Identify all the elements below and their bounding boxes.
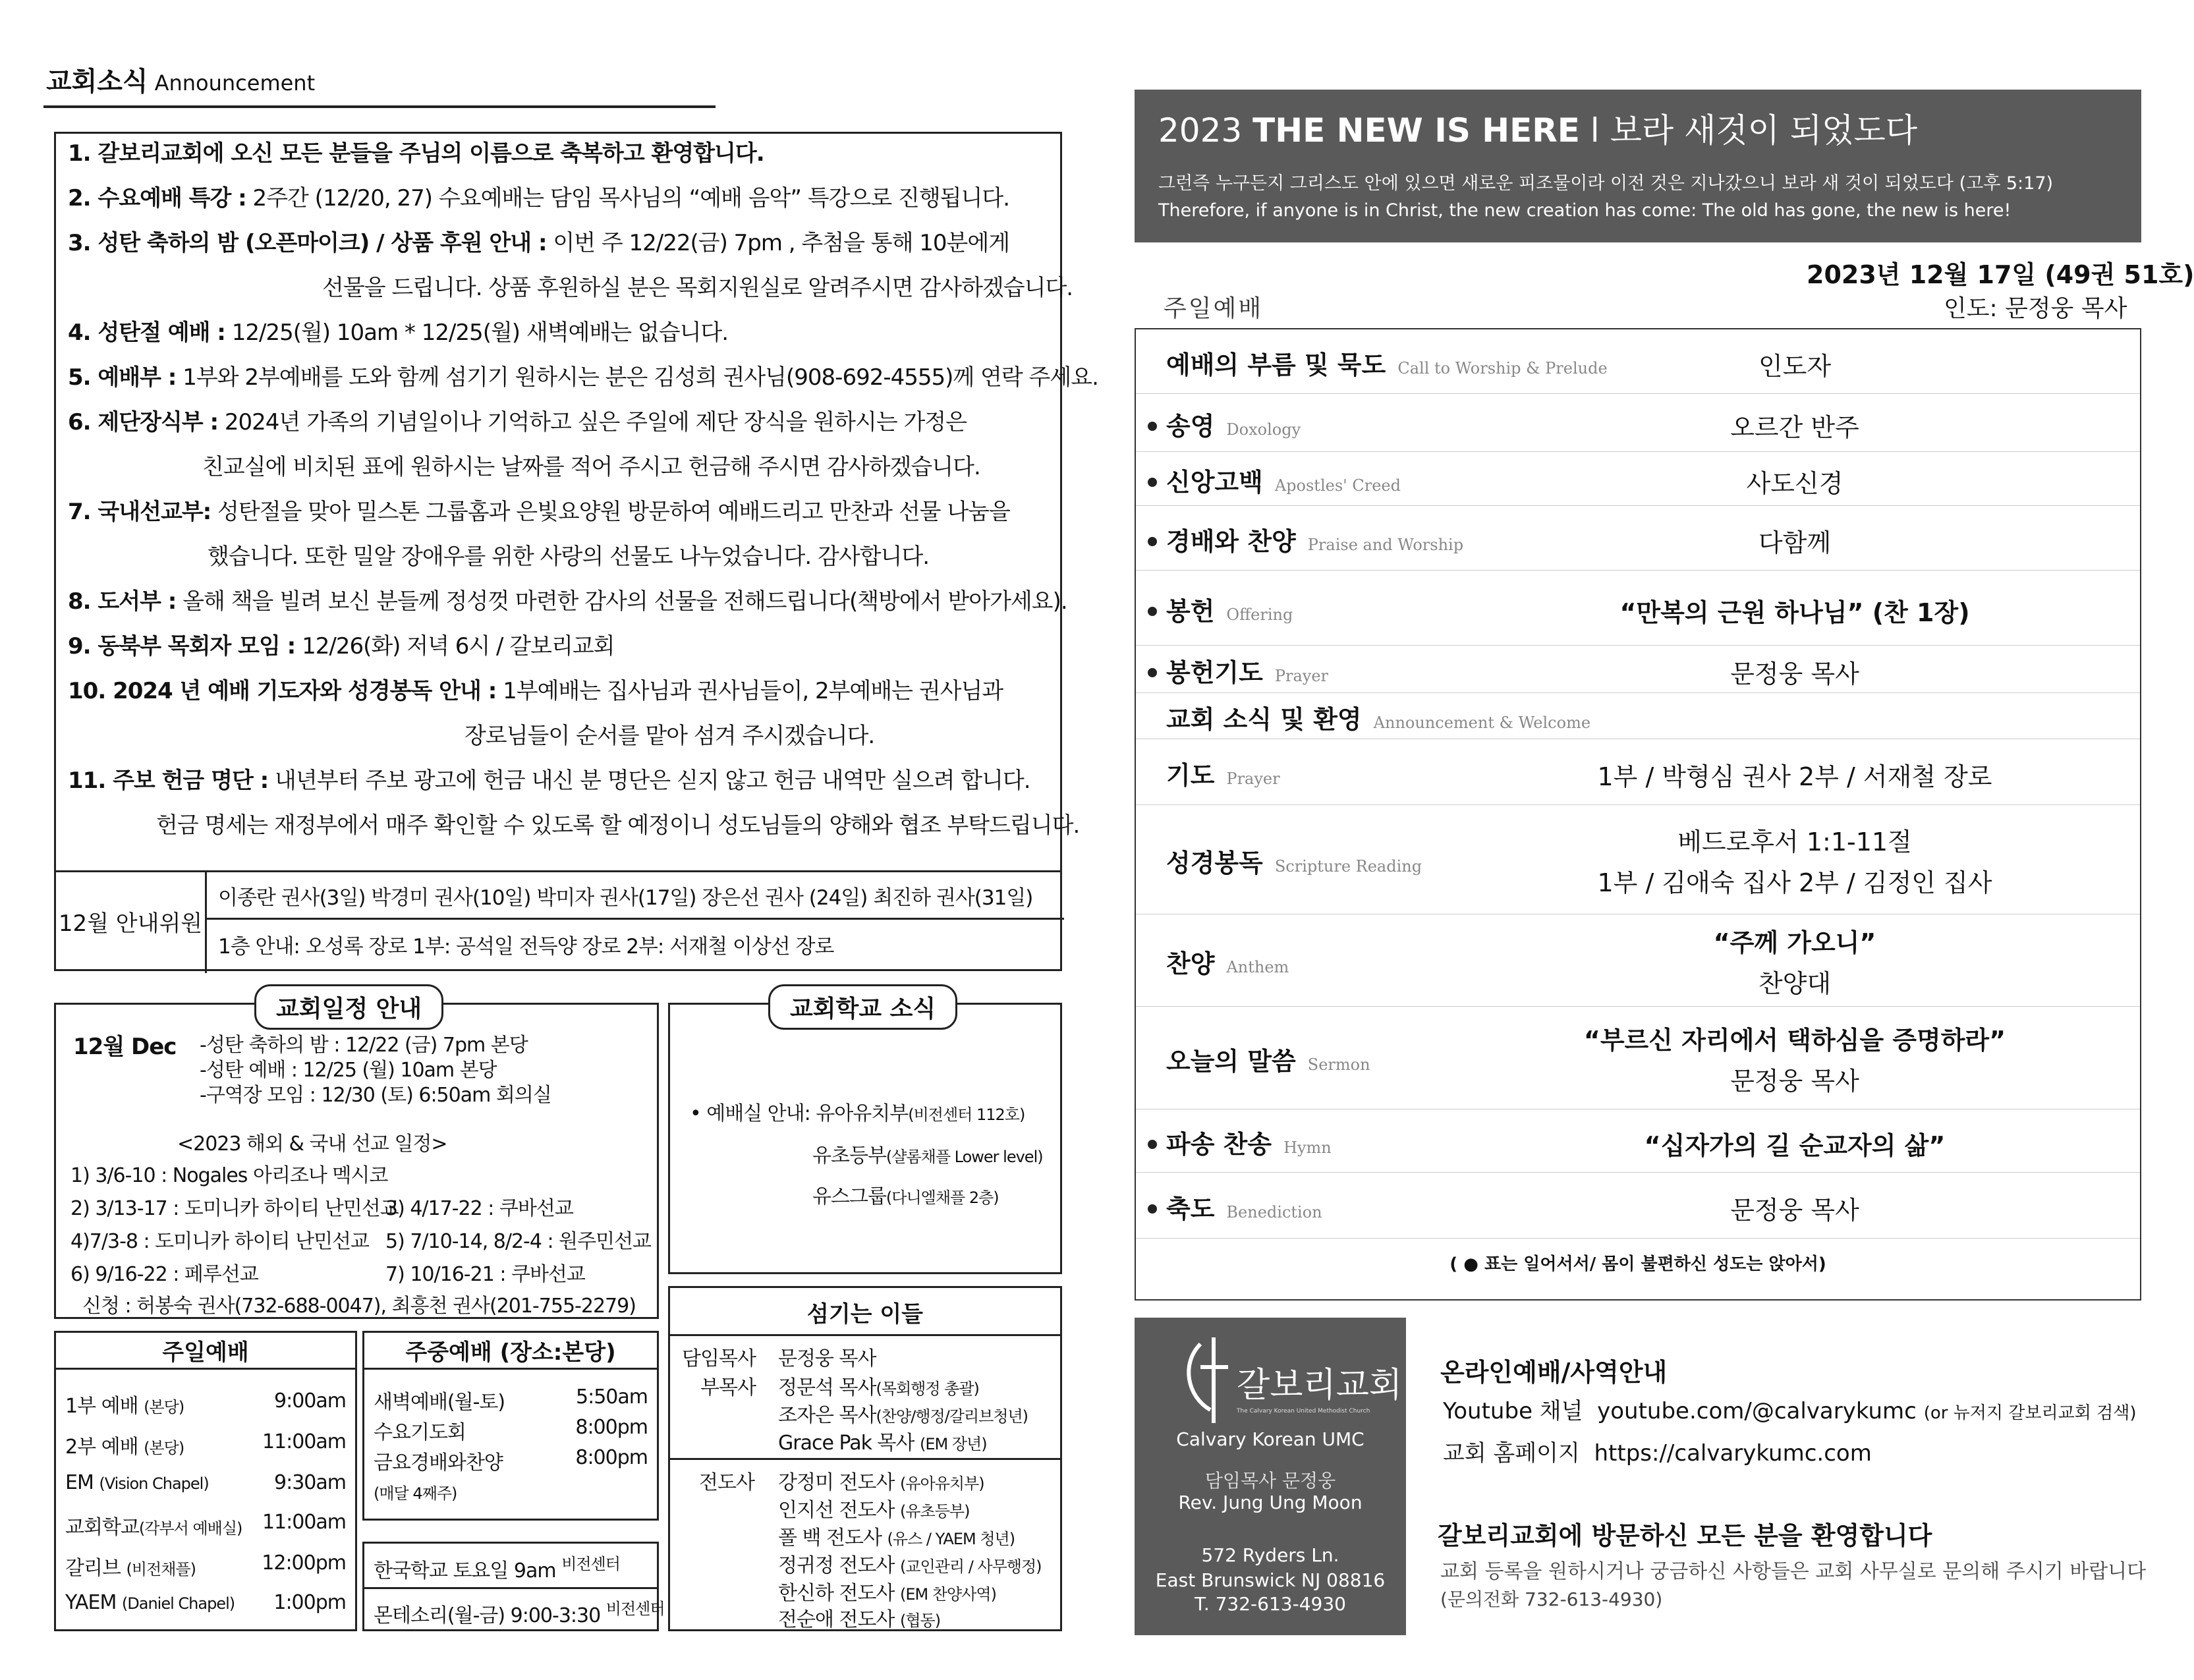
server-name: 전순애 전도사 (협동) (778, 1608, 941, 1631)
server-name: 정귀정 전도사 (교인관리 / 사무행정) (778, 1554, 1042, 1577)
standing-bullet-icon (1148, 607, 1157, 616)
order-item (1136, 755, 1280, 791)
church-name-en: Calvary Korean UMC (1176, 1428, 1364, 1450)
church-logo-icon (1174, 1331, 1403, 1430)
announcement-heading-en: Announcement (154, 70, 316, 96)
ushers-label: 12월 안내위원 (58, 910, 203, 937)
server-role: 담임목사 (682, 1347, 756, 1370)
server-role: 부목사 (700, 1376, 756, 1399)
senior-pastor-en: Rev. Jung Ung Moon (1178, 1492, 1363, 1513)
announcement-item: 5. 예배부 : 1부와 2부예배를 도와 함께 섬기기 원하시는 분은 김성희 권사님(908-692-4555)께 연락 주세요. (68, 364, 1098, 391)
announcement-item: 6. 제단장식부 : 2024년 가족의 기념일이나 기억하고 싶은 주일에 제단 장식을 원하시는 가정은 (68, 409, 967, 435)
servers-title: 섬기는 이들 (806, 1301, 924, 1328)
order-item-ko: 오늘의 말씀 (1166, 1047, 1296, 1076)
table-row: YAEM (Daniel Chapel) 1:00pm (65, 1591, 346, 1614)
standing-bullet-icon (1148, 422, 1157, 431)
order-item-detail: 사도신경 (1746, 469, 1843, 498)
standing-bullet-icon (1148, 537, 1157, 546)
youtube-note: (or 뉴저지 갈보리교회 검색) (1923, 1403, 2137, 1423)
mission-item: 1) 3/6-10 : Nogales 아리조나 멕시코 (70, 1164, 388, 1187)
order-item-ko: 예배의 부름 및 묵도 (1166, 350, 1386, 379)
announcement-heading-ko: 교회소식 (46, 67, 148, 97)
banner-verse-en: Therefore, if anyone is in Christ, the new creation has come: The old has gone, the new is here! (1158, 200, 2011, 221)
schedule-event: -구역장 모임 : 12/30 (토) 6:50am 회의실 (200, 1084, 551, 1107)
order-item-detail-2: 문정웅 목사 (1730, 1067, 1859, 1096)
order-item-en: Announcement & Welcome (1373, 714, 1591, 732)
edu-line: • 예배실 안내: 유아유치부(비전센터 112호) (690, 1102, 1025, 1125)
mission-item: 4)7/3-8 : 도미니카 하이티 난민선교 (70, 1230, 370, 1253)
order-item-en: Praise and Worship (1307, 536, 1464, 554)
mission-item: 2) 3/13-17 : 도미니카 하이티 난민선교 (70, 1197, 399, 1220)
table-row: 금요경배와찬양 8:00pm (374, 1446, 648, 1474)
mission-item: 5) 7/10-14, 8/2-4 : 원주민선교 (385, 1230, 652, 1253)
order-item-en: Anthem (1226, 958, 1289, 976)
sunday-worship-table (54, 1331, 357, 1631)
divider (205, 870, 207, 973)
servers-table (668, 1286, 1062, 1631)
schedule-title: 교회일정 안내 (254, 984, 443, 1030)
senior-pastor-ko: 담임목사 문정웅 (1204, 1470, 1336, 1492)
order-item (1136, 943, 1289, 980)
order-item (1136, 462, 1401, 498)
order-row (1136, 739, 2140, 805)
order-row (1136, 805, 2140, 914)
server-name: 인지선 전도사 (유초등부) (778, 1499, 970, 1522)
weekday-worship-title: 주중예배 (장소:본당) (364, 1333, 657, 1370)
order-row (1136, 1007, 2140, 1109)
order-item-detail-2: 1부 / 김애숙 집사 2부 / 김정인 집사 (1597, 868, 1992, 897)
edu-line: 유스그룹(다니엘채플 2층) (812, 1185, 999, 1208)
divider (206, 918, 1064, 920)
order-item-ko: 봉헌기도 (1166, 658, 1263, 687)
server-name: 정문석 목사(목회행정 총괄) (778, 1376, 979, 1399)
mission-title: <2023 해외 & 국내 선교 일정> (177, 1133, 447, 1156)
order-of-worship (1135, 328, 2141, 1301)
table-row-note: (매달 4째주) (374, 1484, 457, 1503)
server-name: Grace Pak 목사 (EM 장년) (778, 1432, 987, 1455)
announcement-item: 8. 도서부 : 올해 책을 빌려 보신 분들께 정성껏 마련한 감사의 선물을 전해드립니다(책방에서 받아가세요). (68, 588, 1067, 615)
server-name: 조자은 목사(찬양/행정/갈리브청년) (778, 1404, 1028, 1427)
order-item-en: Doxology (1226, 420, 1301, 439)
order-item (1136, 1124, 1332, 1160)
announcement-item: 2. 수요예배 특강 : 2주간 (12/20, 27) 수요예배는 담임 목사님의 “예배 음악” 특강으로 진행됩니다. (68, 185, 1010, 211)
order-item-ko: 봉헌 (1166, 597, 1215, 626)
table-row: 수요기도회 8:00pm (374, 1416, 648, 1444)
address-line2: East Brunswick NJ 08816 (1155, 1569, 1386, 1591)
welcome-title: 갈보리교회에 방문하신 모든 분을 환영합니다 (1438, 1521, 1932, 1550)
heading-underline (43, 105, 716, 108)
order-row (1136, 329, 2140, 394)
table-row: 갈리브 (비전채플) 12:00pm (65, 1552, 346, 1580)
order-row (1136, 1109, 2140, 1173)
order-item (1136, 843, 1422, 879)
phone-number: T. 732-613-4930 (1195, 1593, 1346, 1615)
theme-banner (1135, 90, 2141, 242)
order-item-ko: 기도 (1166, 761, 1215, 790)
server-name: 한신하 전도사 (EM 찬양사역) (778, 1582, 996, 1605)
ushers-row: 이종란 권사(3일) 박경미 권사(10일) 박미자 권사(17일) 장은선 권사 (24일) 최진하 권사(31일) (218, 886, 1033, 910)
church-card (1135, 1318, 1406, 1635)
divider (364, 1587, 657, 1589)
order-item-en: Benediction (1226, 1203, 1322, 1221)
banner-title: 2023 THE NEW IS HERE l 보라 새것이 되었도다 (1158, 111, 1918, 150)
server-name: 폴 백 전도사 (유스 / YAEM 청년) (778, 1526, 1015, 1550)
announcement-item-cont: 선물을 드립니다. 상품 후원하실 분은 목회지원실로 알려주시면 감사하겠습니다. (322, 275, 1073, 301)
standing-bullet-icon (1148, 1204, 1157, 1214)
logo-text: 갈보리교회 (1237, 1366, 1403, 1405)
order-item-ko: 교회 소식 및 환영 (1166, 705, 1362, 734)
order-item-en: Sermon (1307, 1055, 1370, 1074)
order-item-ko: 송영 (1166, 412, 1215, 441)
ushers-row: 1층 안내: 오성록 장로 1부: 공석일 전득양 장로 2부: 서재철 이상선 장로 (218, 935, 834, 959)
order-row (1136, 571, 2140, 646)
order-item-detail: “주께 가오니” (1713, 928, 1876, 957)
welcome-text: 교회 등록을 원하시거나 궁금하신 사항들은 교회 사무실로 문의해 주시기 바랍니다 (1440, 1560, 2147, 1583)
announcement-item: 11. 주보 헌금 명단 : 내년부터 주보 광고에 헌금 내신 분 명단은 싣지 않고 헌금 내역만 실으려 합니다. (68, 768, 1030, 794)
youtube-link[interactable]: youtube.com/@calvarykumc (1597, 1398, 1917, 1424)
order-item-ko: 경배와 찬양 (1166, 527, 1296, 556)
mission-item: 3) 4/17-22 : 쿠바선교 (385, 1197, 573, 1220)
homepage-line (1443, 1435, 1872, 1467)
table-row: 1부 예배 (본당) 9:00am (65, 1389, 346, 1418)
order-item-detail: “십자가의 길 순교자의 삶” (1644, 1131, 1946, 1160)
online-title: 온라인예배/사역안내 (1440, 1358, 1668, 1387)
order-item (1136, 591, 1293, 627)
bulletin-date: 2023년 12월 17일 (49권 51호) (1807, 260, 2194, 289)
order-item-detail: “만복의 근원 하나님” (찬 1장) (1619, 598, 1970, 627)
address-line1: 572 Ryders Ln. (1201, 1544, 1339, 1566)
order-footnote: ( ● 표는 일어서서/ 몸이 불편하신 성도는 앉아서) (1449, 1254, 1826, 1274)
table-row: 한국학교 토요일 9am 비전센터 (374, 1555, 620, 1582)
standing-bullet-icon (1148, 668, 1157, 677)
order-item-ko: 찬양 (1166, 949, 1215, 978)
order-item (1136, 406, 1301, 442)
banner-verse-ko: 그런즉 누구든지 그리스도 안에 있으면 새로운 피조물이라 이전 것은 지나갔으니 보라 새 것이 되었도다 (고후 5:17) (1158, 173, 2054, 194)
order-item-detail: 문정웅 목사 (1730, 1196, 1859, 1225)
order-item-en: Call to Worship & Prelude (1397, 359, 1608, 378)
order-item-detail: 문정웅 목사 (1730, 659, 1859, 688)
homepage-label: 교회 홈페이지 (1443, 1440, 1580, 1467)
order-item-detail: 다함께 (1758, 528, 1832, 557)
divider (670, 1458, 1060, 1460)
announcement-item: 7. 국내선교부: 성탄절을 맞아 밀스톤 그룹홈과 은빛요양원 방문하여 예배드리고 만찬과 선물 나눔을 (68, 499, 1010, 525)
order-row (1136, 1173, 2140, 1239)
announcement-item: 3. 성탄 축하의 밤 (오픈마이크) / 상품 후원 안내 : 이번 주 12/22(금) 7pm , 추첨을 통해 10분에게 (68, 230, 1010, 256)
church-school-box (668, 1003, 1062, 1274)
standing-bullet-icon (1148, 1140, 1157, 1149)
order-item-detail: “부르신 자리에서 택하심을 증명하라” (1583, 1026, 2006, 1055)
church-school-title: 교회학교 소식 (768, 984, 957, 1030)
youtube-label: Youtube 채널 (1443, 1398, 1583, 1424)
welcome-phone: (문의전화 732-613-4930) (1440, 1588, 1663, 1610)
korean-school-table (362, 1542, 665, 1631)
announcement-item: 4. 성탄절 예배 : 12/25(월) 10am * 12/25(월) 새벽예배는 없습니다. (68, 320, 729, 346)
order-item-en: Prayer (1274, 667, 1329, 685)
order-item-ko: 축도 (1166, 1194, 1215, 1223)
schedule-month: 12월 Dec (73, 1034, 177, 1060)
order-item-en: Apostles' Creed (1274, 476, 1401, 495)
server-role: 전도사 (699, 1471, 754, 1494)
order-item-detail-2: 찬양대 (1758, 969, 1832, 998)
mission-contact: 신청 : 허봉숙 권사(732-688-0047), 최흥천 권사(201-755-2279) (82, 1295, 636, 1318)
order-item-detail: 오르간 반주 (1730, 413, 1859, 442)
order-item (1136, 652, 1328, 688)
weekday-worship-table (362, 1331, 659, 1521)
sunday-worship-title: 주일예배 (56, 1333, 355, 1370)
announcement-box (54, 132, 1098, 971)
mission-item: 7) 10/16-21 : 쿠바선교 (385, 1263, 585, 1286)
order-item-detail: 1부 / 박형심 권사 2부 / 서재철 장로 (1597, 762, 1992, 791)
worship-leader: 인도: 문정웅 목사 (1944, 295, 2127, 322)
order-item (1136, 1041, 1370, 1077)
worship-label: 주일예배 (1164, 295, 1264, 322)
announcement-item-cont: 헌금 명세는 재정부에서 매주 확인할 수 있도록 할 예정이니 성도님들의 양해와 협조 부탁드립니다. (156, 812, 1080, 839)
order-item (1136, 699, 1590, 735)
order-item-ko: 성경봉독 (1166, 849, 1263, 878)
mission-item: 6) 9/16-22 : 페루선교 (70, 1263, 258, 1286)
order-row (1136, 914, 2140, 1007)
order-item (1136, 1189, 1322, 1225)
order-row (1136, 394, 2140, 452)
server-name: 강정미 전도사 (유아유치부) (778, 1471, 984, 1494)
table-row: 새벽예배(월-토) 5:50am (374, 1386, 648, 1414)
order-row (1136, 452, 2140, 506)
announcement-item-cont: 친교실에 비치된 표에 원하시는 날짜를 적어 주시고 헌금해 주시면 감사하겠습니다. (202, 454, 980, 480)
order-item (1136, 521, 1463, 557)
announcement-heading (46, 61, 315, 98)
table-row: 몬테소리(월-금) 9:00-3:30 비전센터 (374, 1600, 665, 1627)
order-item-detail: 인도자 (1758, 352, 1832, 381)
schedule-event: -성탄 축하의 밤 : 12/22 (금) 7pm 본당 (200, 1034, 528, 1057)
order-item-detail: 베드로후서 1:1-11절 (1677, 827, 1912, 856)
table-row: 교회학교(각부서 예배실) 11:00am (65, 1511, 346, 1539)
announcement-item: 9. 동북부 목회자 모임 : 12/26(화) 저녁 6시 / 갈보리교회 (68, 633, 615, 659)
table-row: EM (Vision Chapel) 9:30am (65, 1471, 346, 1494)
schedule-event: -성탄 예배 : 12/25 (월) 10am 본당 (200, 1059, 497, 1082)
order-item-en: Scripture Reading (1274, 857, 1422, 876)
order-row (1136, 693, 2140, 739)
homepage-link[interactable]: https://calvarykumc.com (1594, 1440, 1872, 1467)
order-item-en: Offering (1226, 605, 1293, 624)
announcement-item-cont: 장로님들이 순서를 맡아 섬겨 주시겠습니다. (464, 723, 875, 749)
server-name: 문정웅 목사 (778, 1347, 876, 1370)
order-row (1136, 646, 2140, 693)
order-item-en: Prayer (1226, 770, 1280, 788)
order-item-ko: 신앙고백 (1166, 468, 1263, 497)
divider (670, 1334, 1060, 1336)
standing-bullet-icon (1148, 478, 1157, 487)
schedule-box (54, 1003, 659, 1319)
youtube-line (1443, 1393, 2137, 1425)
logo-subtext: The Calvary Korean United Methodist Church (1237, 1408, 1370, 1414)
table-row: 2부 예배 (본당) 11:00am (65, 1430, 346, 1459)
announcement-item: 1. 갈보리교회에 오신 모든 분들을 주님의 이름으로 축복하고 환영합니다. (68, 140, 764, 167)
announcement-item-cont: 했습니다. 또한 밀알 장애우를 위한 사랑의 선물도 나누었습니다. 감사합니다. (208, 544, 930, 570)
order-row (1136, 506, 2140, 571)
announcement-item: 10. 2024 년 예배 기도자와 성경봉독 안내 : 1부예배는 집사님과 권사님들이, 2부예배는 권사님과 (68, 678, 1003, 704)
edu-line: 유초등부(샬롬채플 Lower level) (812, 1144, 1043, 1167)
order-item-ko: 파송 찬송 (1166, 1130, 1272, 1159)
order-item-en: Hymn (1283, 1138, 1332, 1157)
